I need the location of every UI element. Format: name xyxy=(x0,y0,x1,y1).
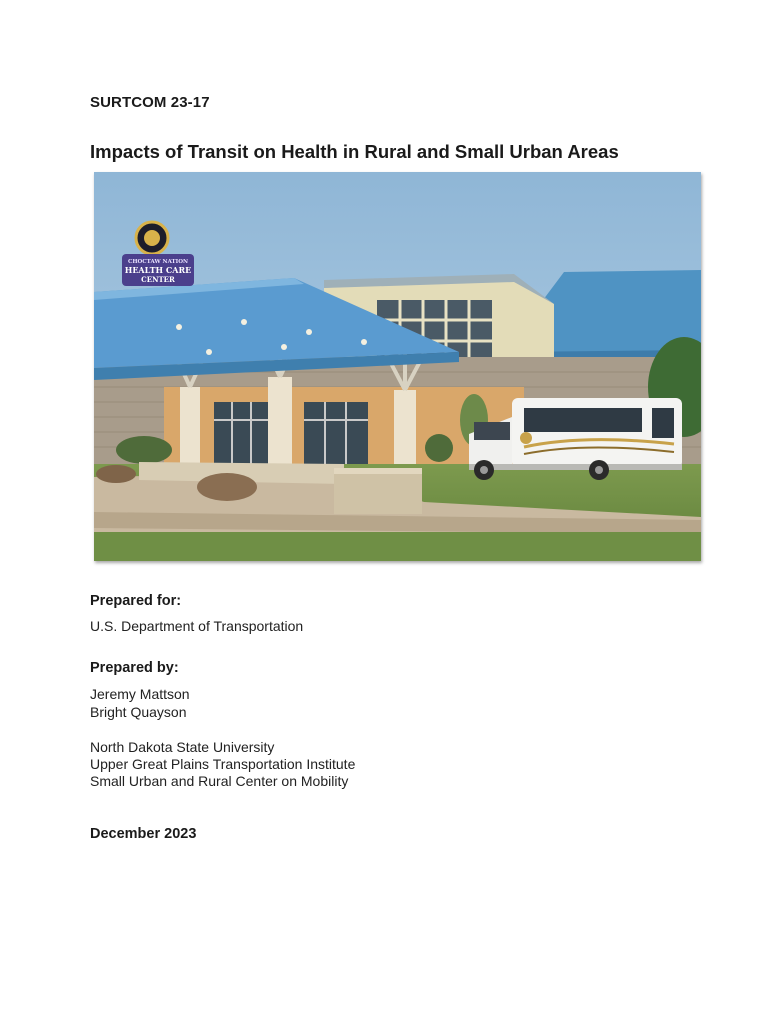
prepared-for-recipient: U.S. Department of Transportation xyxy=(90,618,304,634)
organization-name: North Dakota State University xyxy=(90,739,275,755)
author-name: Jeremy Mattson xyxy=(90,686,190,702)
prepared-by-label: Prepared by: xyxy=(90,660,179,676)
sign-line-1: CHOCTAW NATION xyxy=(127,259,189,265)
publication-date: December 2023 xyxy=(90,826,197,842)
organization-name: Small Urban and Rural Center on Mobility xyxy=(90,773,349,789)
organization-name: Upper Great Plains Transportation Institute xyxy=(90,756,356,772)
author-name: Bright Quayson xyxy=(90,704,187,720)
prepared-for-label: Prepared for: xyxy=(90,593,182,609)
report-number: SURTCOM 23-17 xyxy=(90,94,210,111)
cover-photo xyxy=(94,172,701,561)
report-title: Impacts of Transit on Health in Rural and Small Urban Areas xyxy=(90,141,619,162)
sign-line-3: CENTER xyxy=(141,275,175,284)
sign-line-2: HEALTH CARE xyxy=(124,265,192,275)
